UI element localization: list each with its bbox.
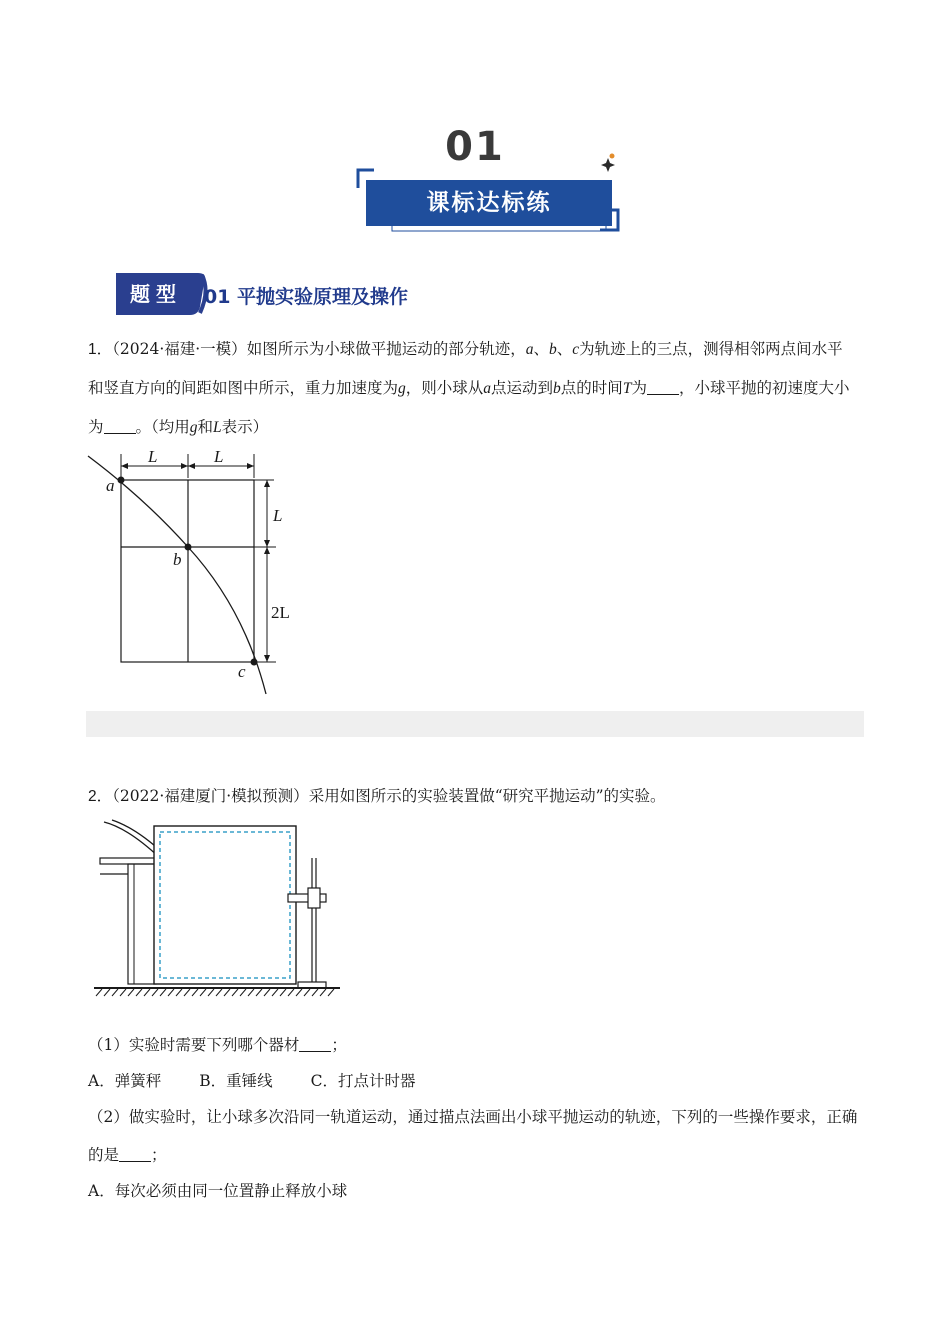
answer-blank[interactable] [119, 1146, 151, 1163]
answer-area[interactable] [86, 711, 864, 737]
variable: b [553, 380, 561, 397]
question-text: 为 [631, 379, 647, 397]
question-text: （2）做实验时，让小球多次沿同一轨道运动，通过描点法画出小球平抛运动的轨迹，下列的一些操作要求，正确的是 [88, 1108, 858, 1164]
dimension-label: 2L [271, 603, 290, 622]
separator: 、 [556, 340, 573, 358]
question-number: 2． [88, 788, 113, 805]
question-source: （2024·福建·一模） [112, 340, 247, 358]
question-text: 。（均用 [135, 418, 190, 436]
option-2a [88, 1172, 858, 1210]
sparkle-icon [601, 158, 615, 172]
type-title: 01 平抛实验原理及操作 [204, 286, 409, 308]
board [154, 826, 296, 984]
question-text: ，小球平抛的初速度大小为 [88, 379, 850, 436]
option-a[interactable]: A．弹簧秤 [88, 1072, 162, 1090]
question-1-text [88, 330, 858, 447]
question-text: 和 [197, 418, 214, 436]
type-label: 题型 [130, 282, 182, 306]
section-number: 01 [445, 124, 505, 170]
variable: b [548, 341, 557, 358]
ground-hatching [96, 989, 334, 996]
sub-question-1 [88, 1026, 858, 1064]
question-text: 如图所示为小球做平抛运动的部分轨迹， [246, 340, 526, 358]
point-a [118, 477, 125, 484]
variable: L [213, 419, 222, 436]
answer-blank[interactable] [104, 418, 136, 435]
variable: g [189, 419, 198, 436]
trajectory-figure [84, 448, 314, 700]
apparatus-figure [90, 818, 346, 1000]
option-a[interactable]: A．每次必须由同一位置静止释放小球 [88, 1182, 348, 1200]
answer-blank[interactable] [299, 1036, 331, 1053]
options-row [88, 1062, 858, 1100]
question-text: 采用如图所示的实验装置做“研究平抛运动”的实验。 [308, 787, 666, 805]
dimension-label: L [273, 506, 283, 525]
trajectory-curve [88, 456, 266, 694]
variable: T [622, 380, 632, 397]
variable: c [572, 341, 580, 358]
question-text: ； [331, 1036, 347, 1054]
point-label: a [106, 476, 115, 495]
dimension-label: L [214, 448, 224, 466]
point-label: b [173, 550, 182, 569]
variable: a [525, 341, 534, 358]
question-source: （2022·福建厦门·模拟预测） [112, 787, 309, 805]
separator: 、 [533, 340, 549, 358]
answer-blank[interactable] [647, 379, 679, 396]
question-text: （1）实验时需要下列哪个器材 [88, 1036, 300, 1054]
badge-title: 课标达标练 [426, 190, 552, 216]
question-text: 表示） [221, 418, 269, 436]
question-text: 为轨迹上的三点，测得相邻两点间水平和竖直方向的间距如图中所示，重力加速度为 [88, 340, 843, 397]
question-text: 点的时间 [560, 379, 623, 397]
question-text: 点运动到 [491, 379, 554, 397]
dimension-label: L [148, 448, 158, 466]
question-number: 1． [88, 341, 113, 358]
question-2-text [88, 777, 858, 816]
variable: a [483, 380, 492, 397]
point-c [251, 659, 258, 666]
question-text: ； [151, 1146, 167, 1164]
point-b [185, 544, 192, 551]
option-c[interactable]: C．打点计时器 [310, 1072, 416, 1090]
sub-question-2 [88, 1098, 858, 1174]
option-b[interactable]: B．重锤线 [199, 1072, 273, 1090]
variable: g [398, 380, 406, 397]
question-text: ，则小球从 [405, 379, 484, 397]
point-label: c [238, 662, 246, 681]
